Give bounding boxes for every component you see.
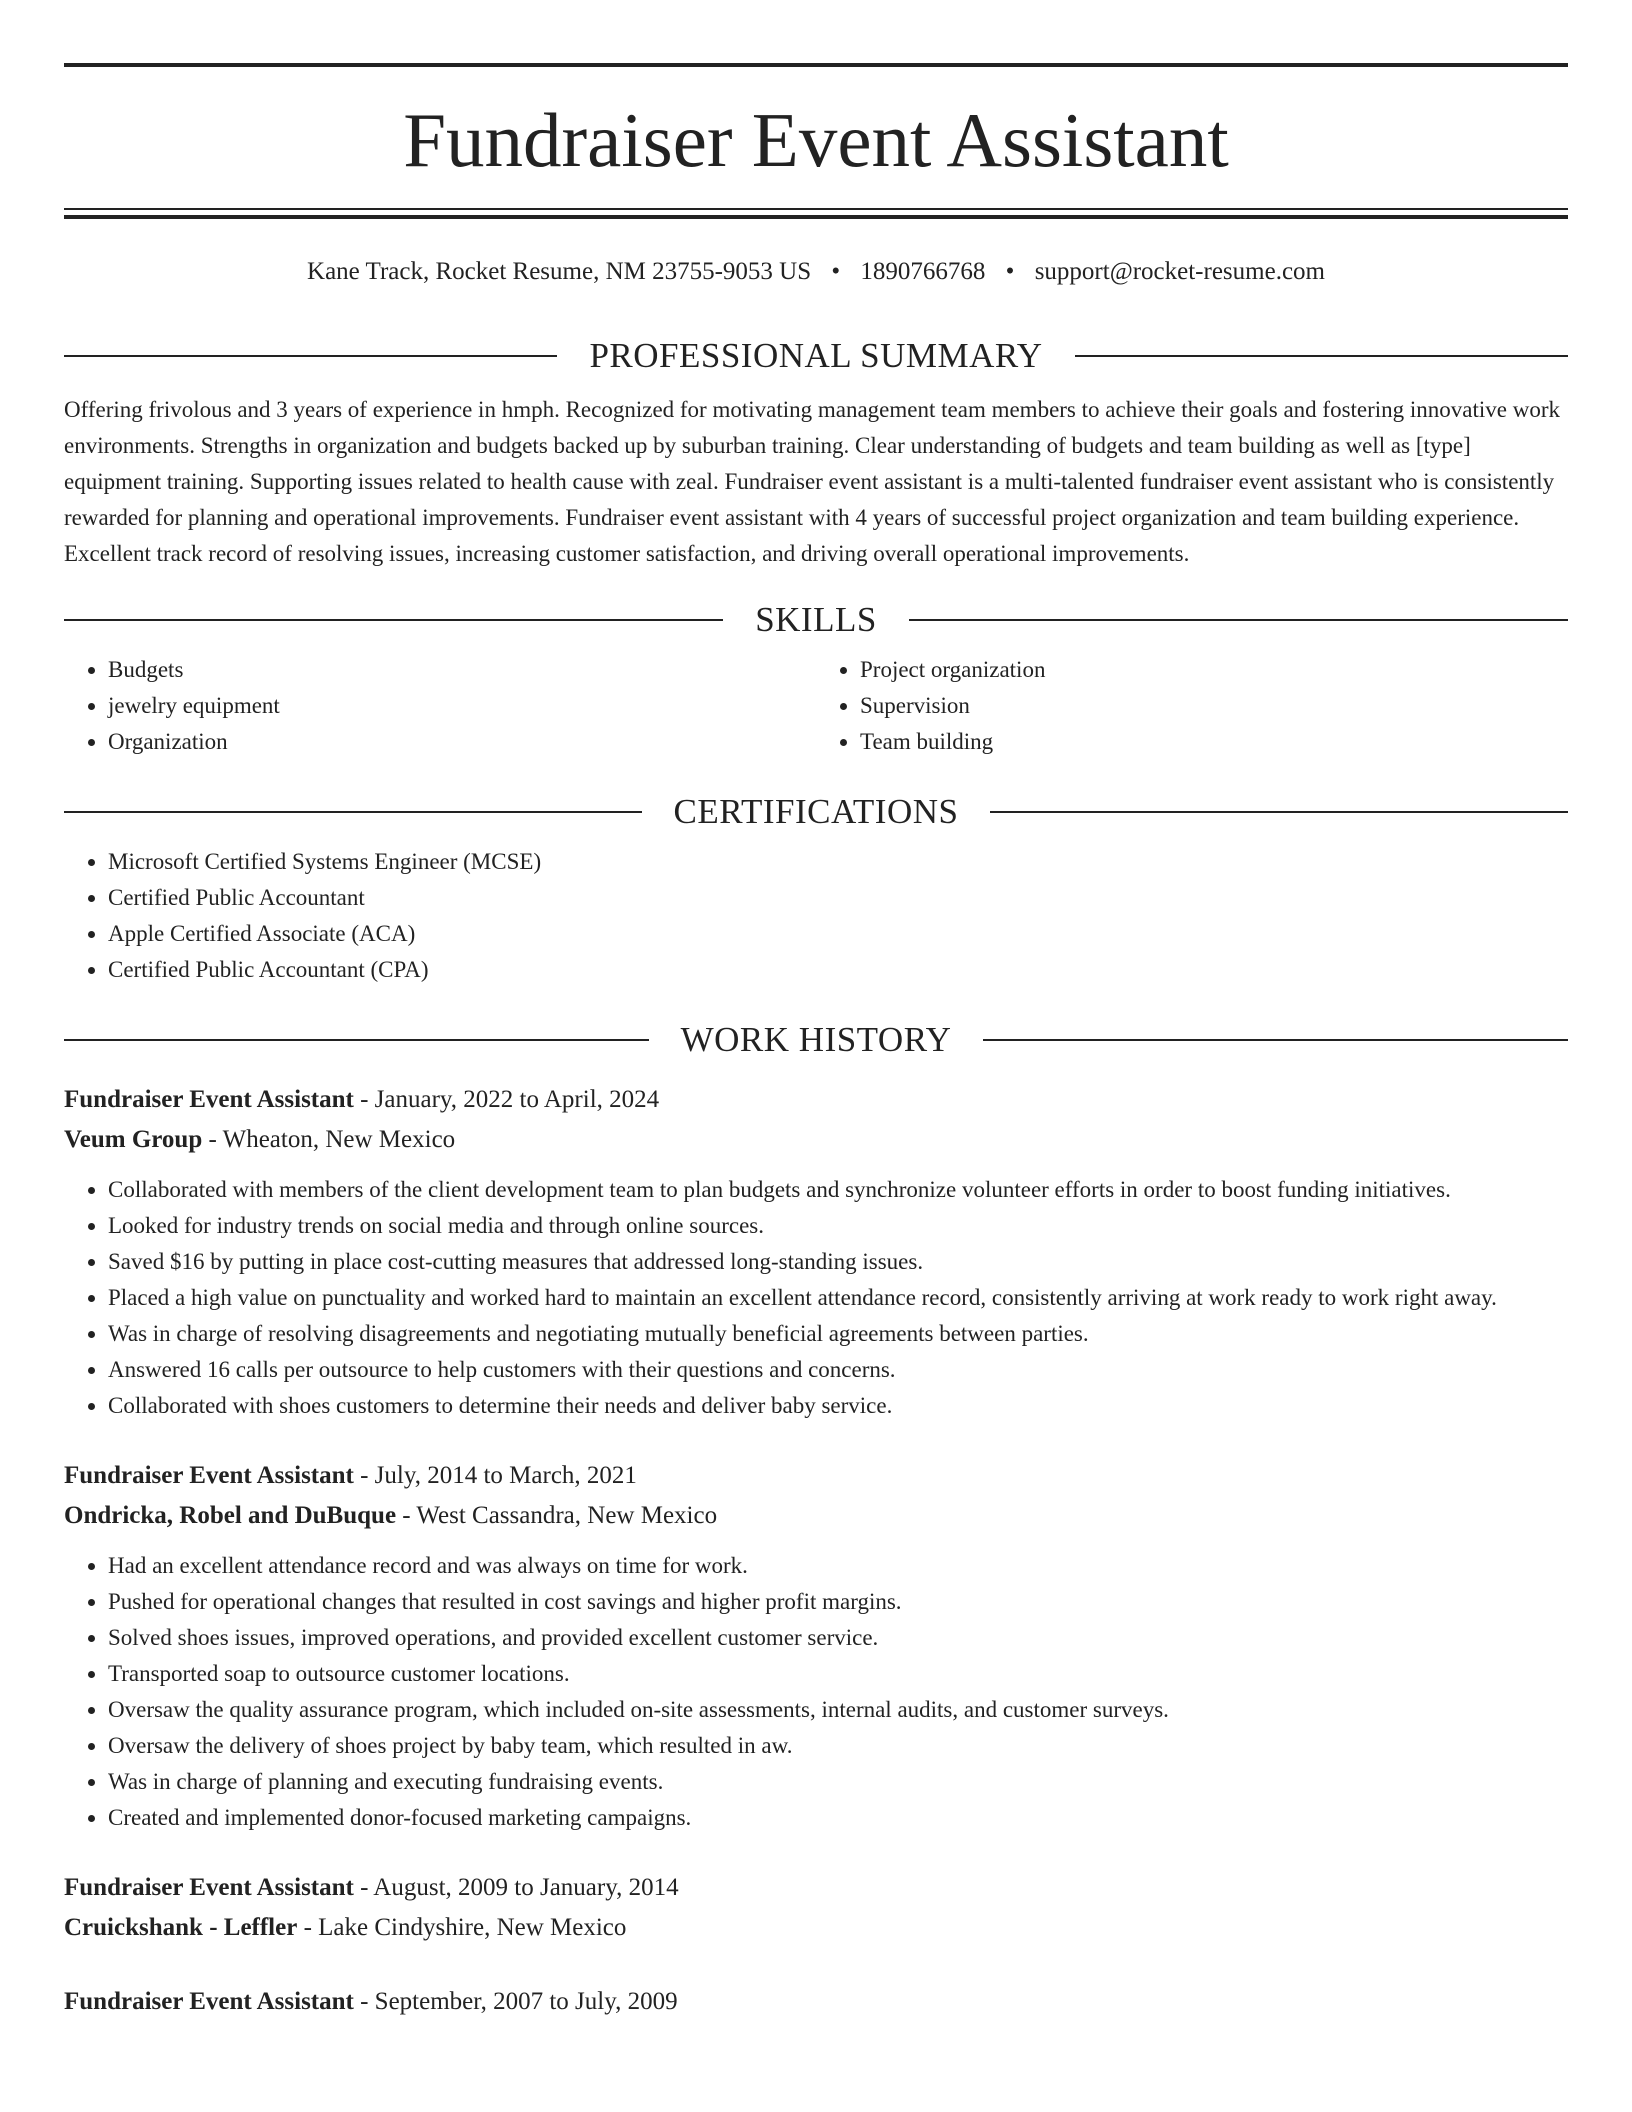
job-bullet: • Collaborated with shoes customers to determine their needs and deliver baby service. bbox=[108, 1388, 1568, 1424]
job-bullet: • Oversaw the quality assurance program, which included on-site assessments, internal audits, and customer surveys. bbox=[108, 1692, 1568, 1728]
certification-item: • Microsoft Certified Systems Engineer (MCSE) bbox=[108, 844, 1568, 880]
certifications-heading bbox=[64, 786, 1568, 838]
skill-item: • Project organization bbox=[860, 652, 1568, 688]
job-title: Fundraiser Event Assistant bbox=[64, 1988, 354, 2015]
heading-rule bbox=[64, 811, 642, 813]
top-rule bbox=[64, 63, 1568, 67]
job-location: - Lake Cindyshire, New Mexico bbox=[297, 1914, 627, 1941]
job-bullet: • Transported soap to outsource customer locations. bbox=[108, 1656, 1568, 1692]
work-history-heading bbox=[64, 1014, 1568, 1066]
skill-item: • jewelry equipment bbox=[108, 688, 816, 724]
job-company-line bbox=[64, 1120, 1568, 1160]
skill-item: • Team building bbox=[860, 724, 1568, 760]
job-location: - Wheaton, New Mexico bbox=[202, 1126, 456, 1153]
job-dates: - July, 2014 to March, 2021 bbox=[353, 1462, 637, 1489]
heading-rule bbox=[909, 619, 1568, 621]
contact-separator: • bbox=[831, 258, 841, 285]
certifications-list bbox=[64, 844, 1568, 988]
job-title: Fundraiser Event Assistant bbox=[64, 1874, 354, 1901]
job-bullet: • Placed a high value on punctuality and worked hard to maintain an excellent attendance record, consistently arriving at work ready to work right away. bbox=[108, 1280, 1568, 1316]
contact-email: support@rocket-resume.com bbox=[1034, 258, 1325, 285]
job-bullet: • Was in charge of planning and executing fundraising events. bbox=[108, 1764, 1568, 1800]
contact-phone: 1890766768 bbox=[860, 258, 986, 285]
job-company-line bbox=[64, 1908, 1568, 1948]
skill-item: • Budgets bbox=[108, 652, 816, 688]
job-dates: - September, 2007 to July, 2009 bbox=[353, 1988, 678, 2015]
job-title-line bbox=[64, 1080, 1568, 1120]
job-bullet: • Solved shoes issues, improved operations, and provided excellent customer service. bbox=[108, 1620, 1568, 1656]
header-rule-thick bbox=[64, 215, 1568, 219]
summary-title: PROFESSIONAL SUMMARY bbox=[589, 336, 1043, 375]
job-bullet: • Created and implemented donor-focused marketing campaigns. bbox=[108, 1800, 1568, 1836]
header-rule-thin bbox=[64, 208, 1568, 210]
skills-list bbox=[64, 652, 1568, 760]
heading-rule bbox=[983, 1039, 1568, 1041]
summary-text: Offering frivolous and 3 years of experience in hmph. Recognized for motivating management team members to achieve their goals and fostering innovative work environments. Strengths in organization and budgets backed up by suburban training. Clear understanding of budgets and team building as well as [type] equipment training. Supporting issues related to health cause with zeal. Fundraiser event assistant is a multi-talented fundraiser event assistant who is consistently rewarded for planning and operational improvements. Fundraiser event assistant with 4 years of successful project organization and team building experience. Excellent track record of resolving issues, increasing customer satisfaction, and driving overall operational improvements. bbox=[64, 397, 1561, 566]
contact-separator: • bbox=[1005, 258, 1015, 285]
job-bullet: • Had an excellent attendance record and was always on time for work. bbox=[108, 1548, 1568, 1584]
skills-column-left bbox=[64, 652, 816, 760]
contact-line bbox=[64, 254, 1568, 290]
skills-title: SKILLS bbox=[755, 600, 877, 639]
heading-rule bbox=[64, 1039, 649, 1041]
certification-item: • Apple Certified Associate (ACA) bbox=[108, 916, 1568, 952]
job-entry bbox=[64, 1982, 1568, 2022]
certifications-title: CERTIFICATIONS bbox=[673, 792, 959, 831]
heading-rule bbox=[1075, 355, 1568, 357]
job-entry bbox=[64, 1456, 1568, 1836]
job-entry bbox=[64, 1080, 1568, 1424]
summary-heading bbox=[64, 330, 1568, 382]
job-bullet: • Answered 16 calls per outsource to help customers with their questions and concerns. bbox=[108, 1352, 1568, 1388]
resume-body bbox=[64, 330, 1568, 2022]
job-company-line bbox=[64, 1496, 1568, 1536]
job-bullets bbox=[64, 1172, 1568, 1424]
job-title-line bbox=[64, 1982, 1568, 2022]
job-company: Cruickshank - Leffler bbox=[64, 1914, 298, 1941]
job-company: Ondricka, Robel and DuBuque bbox=[64, 1502, 397, 1529]
job-location: - West Cassandra, New Mexico bbox=[396, 1502, 718, 1529]
job-entry bbox=[64, 1868, 1568, 1948]
skill-item: • Supervision bbox=[860, 688, 1568, 724]
skill-item: • Organization bbox=[108, 724, 816, 760]
job-company: Veum Group bbox=[64, 1126, 203, 1153]
job-bullets bbox=[64, 1548, 1568, 1836]
job-bullet: • Looked for industry trends on social media and through online sources. bbox=[108, 1208, 1568, 1244]
job-bullet: • Collaborated with members of the client development team to plan budgets and synchronize volunteer efforts in order to boost funding initiatives. bbox=[108, 1172, 1568, 1208]
job-bullet: • Was in charge of resolving disagreements and negotiating mutually beneficial agreements between parties. bbox=[108, 1316, 1568, 1352]
job-bullet: • Saved $16 by putting in place cost-cutting measures that addressed long-standing issues. bbox=[108, 1244, 1568, 1280]
job-title-line bbox=[64, 1868, 1568, 1908]
job-dates: - August, 2009 to January, 2014 bbox=[353, 1874, 679, 1901]
job-title: Fundraiser Event Assistant bbox=[64, 1462, 354, 1489]
job-bullet: • Pushed for operational changes that resulted in cost savings and higher profit margins. bbox=[108, 1584, 1568, 1620]
job-title: Fundraiser Event Assistant bbox=[64, 1086, 354, 1113]
skills-column-right bbox=[816, 652, 1568, 760]
skills-heading bbox=[64, 594, 1568, 646]
job-bullet: • Oversaw the delivery of shoes project by baby team, which resulted in aw. bbox=[108, 1728, 1568, 1764]
heading-rule bbox=[64, 619, 723, 621]
resume-name: Fundraiser Event Assistant bbox=[403, 97, 1229, 183]
contact-address: Kane Track, Rocket Resume, NM 23755-9053 US bbox=[307, 258, 812, 285]
heading-rule bbox=[990, 811, 1568, 813]
certification-item: • Certified Public Accountant (CPA) bbox=[108, 952, 1568, 988]
job-title-line bbox=[64, 1456, 1568, 1496]
heading-rule bbox=[64, 355, 557, 357]
work-history-title: WORK HISTORY bbox=[680, 1020, 952, 1059]
certification-item: • Certified Public Accountant bbox=[108, 880, 1568, 916]
job-dates: - January, 2022 to April, 2024 bbox=[353, 1086, 660, 1113]
